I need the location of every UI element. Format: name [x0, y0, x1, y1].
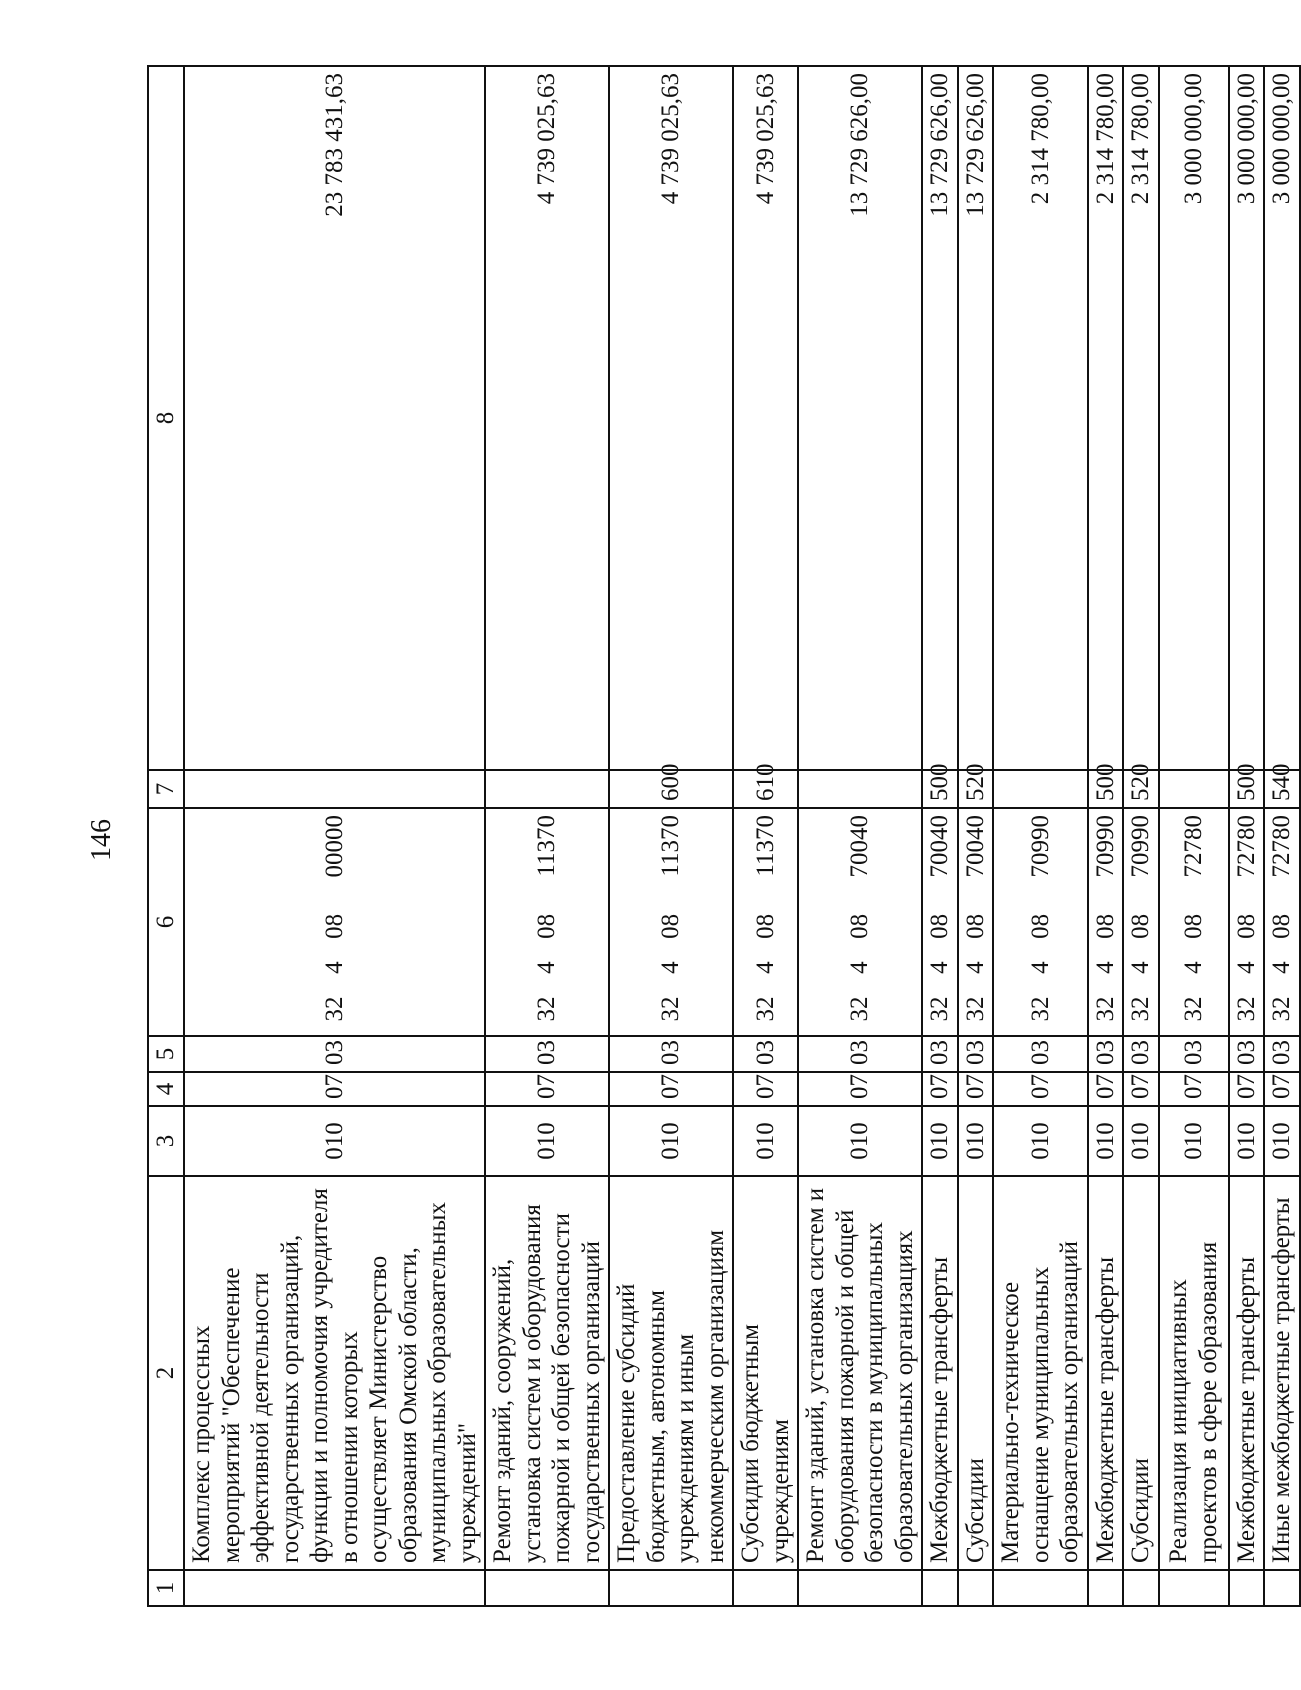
cell-section: 07: [1123, 1072, 1159, 1106]
cell-section: 07: [1088, 1072, 1124, 1106]
target-article-part: 4: [1268, 961, 1295, 974]
cell-subsection: 03: [1264, 1036, 1300, 1072]
cell-col1: [485, 1570, 609, 1606]
col-header: 3: [148, 1106, 184, 1176]
cell-name: Межбюджетные трансферты: [922, 1176, 958, 1570]
cell-target-article: [798, 808, 922, 1036]
target-article-part: 4: [320, 961, 348, 974]
cell-amount: 13 729 626,00: [798, 66, 922, 770]
cell-amount: 2 314 780,00: [993, 66, 1088, 770]
target-article-code: [320, 815, 350, 1029]
cell-expense-type: 520: [1123, 770, 1159, 808]
table-row: [609, 66, 733, 1606]
cell-col1: [922, 1570, 958, 1606]
target-article-code: [961, 815, 991, 1029]
cell-target-article: [733, 808, 798, 1036]
target-article-part: 32: [1091, 996, 1119, 1022]
cell-col1: [798, 1570, 922, 1606]
target-article-part: 70040: [961, 815, 989, 878]
cell-amount: 4 739 025,63: [485, 66, 609, 770]
target-article-code: [1232, 815, 1262, 1029]
cell-section: 07: [798, 1072, 922, 1106]
target-article-part: 32: [1179, 996, 1207, 1022]
cell-col1: [1088, 1570, 1124, 1606]
target-article-part: 4: [926, 961, 953, 974]
target-article-part: 08: [1091, 913, 1119, 939]
table-row: [733, 66, 798, 1606]
header-row: [148, 66, 184, 1606]
target-article-part: 08: [1232, 913, 1260, 939]
cell-subsection: 03: [733, 1036, 798, 1072]
cell-col1: [1123, 1570, 1159, 1606]
cell-amount: 4 739 025,63: [609, 66, 733, 770]
cell-expense-type: [184, 770, 485, 808]
col-header: 2: [148, 1176, 184, 1570]
rotated-table-block: [147, 67, 1295, 1607]
target-article-part: 32: [926, 996, 953, 1022]
cell-section: 07: [1264, 1072, 1300, 1106]
cell-expense-type: [485, 770, 609, 808]
cell-subsection: 03: [922, 1036, 958, 1072]
cell-col1: [733, 1570, 798, 1606]
target-article-part: 4: [1232, 961, 1260, 974]
cell-name: Комплекс процессных мероприятий "Обеспечение эффективной деятельности государственных организаций, функции и полномочия учредителя в отношении которых осуществляет Министерство образования Омской области, муниципальных образовательных учреждений": [184, 1176, 485, 1570]
target-article-part: 4: [1127, 961, 1154, 974]
target-article-part: 08: [1268, 913, 1295, 939]
table-row: [922, 66, 958, 1606]
target-article-part: 4: [1026, 961, 1054, 974]
table-row: [993, 66, 1088, 1606]
cell-name: Иные межбюджетные трансферты: [1264, 1176, 1300, 1570]
target-article-part: 32: [1127, 996, 1154, 1022]
target-article-part: 4: [961, 961, 989, 974]
cell-section: 07: [733, 1072, 798, 1106]
cell-target-article: [958, 808, 994, 1036]
cell-expense-type: 540: [1264, 770, 1300, 808]
cell-target-article: [1264, 808, 1300, 1036]
cell-code: 010: [798, 1106, 922, 1176]
cell-amount: 3 000 000,00: [1264, 66, 1300, 770]
table-row: [1123, 66, 1159, 1606]
target-article-part: 32: [320, 996, 348, 1022]
target-article-part: 4: [751, 961, 779, 974]
cell-expense-type: [1159, 770, 1229, 808]
cell-target-article: [609, 808, 733, 1036]
cell-target-article: [1088, 808, 1124, 1036]
col-header: 7: [148, 770, 184, 808]
target-article-part: 72780: [1179, 815, 1207, 878]
target-article-part: 11370: [657, 815, 685, 877]
cell-code: 010: [733, 1106, 798, 1176]
target-article-part: 08: [533, 913, 561, 939]
cell-target-article: [993, 808, 1088, 1036]
col-header: 6: [148, 808, 184, 1036]
target-article-part: 70040: [846, 815, 874, 878]
target-article-code: [925, 815, 955, 1029]
target-article-code: [1026, 815, 1056, 1029]
cell-col1: [1159, 1570, 1229, 1606]
cell-code: 010: [1229, 1106, 1265, 1176]
cell-col1: [1264, 1570, 1300, 1606]
cell-amount: 23 783 431,63: [184, 66, 485, 770]
cell-col1: [609, 1570, 733, 1606]
cell-target-article: [922, 808, 958, 1036]
table-row: [1159, 66, 1229, 1606]
target-article-part: 4: [846, 961, 874, 974]
cell-expense-type: 500: [1088, 770, 1124, 808]
target-article-part: 70990: [1026, 815, 1054, 878]
col-header: 4: [148, 1072, 184, 1106]
cell-subsection: 03: [1123, 1036, 1159, 1072]
cell-target-article: [1123, 808, 1159, 1036]
cell-name: Субсидии: [1123, 1176, 1159, 1570]
cell-subsection: 03: [1229, 1036, 1265, 1072]
target-article-code: [1179, 815, 1209, 1029]
table-row: [958, 66, 994, 1606]
target-article-code: [1267, 815, 1297, 1029]
cell-expense-type: 500: [1229, 770, 1265, 808]
table-row: [1088, 66, 1124, 1606]
target-article-code: [751, 815, 781, 1029]
target-article-part: 32: [1026, 996, 1054, 1022]
target-article-part: 32: [1268, 996, 1295, 1022]
table-row: [798, 66, 922, 1606]
cell-code: 010: [609, 1106, 733, 1176]
cell-name: Межбюджетные трансферты: [1088, 1176, 1124, 1570]
cell-subsection: 03: [184, 1036, 485, 1072]
cell-code: 010: [922, 1106, 958, 1176]
target-article-part: 70990: [1127, 815, 1154, 878]
cell-name: Субсидии бюджетным учреждениям: [733, 1176, 798, 1570]
col-header: 8: [148, 66, 184, 770]
cell-name: Предоставление субсидий бюджетным, автономным учреждениям и иным некоммерческим организациям: [609, 1176, 733, 1570]
target-article-part: 08: [751, 913, 779, 939]
target-article-code: [845, 815, 875, 1029]
target-article-part: 11370: [751, 815, 779, 877]
cell-subsection: 03: [1159, 1036, 1229, 1072]
cell-code: 010: [184, 1106, 485, 1176]
target-article-part: 4: [1091, 961, 1119, 974]
target-article-part: 72780: [1232, 815, 1260, 878]
target-article-part: 70990: [1091, 815, 1119, 878]
cell-code: 010: [1264, 1106, 1300, 1176]
cell-section: 07: [609, 1072, 733, 1106]
table-row: [1229, 66, 1265, 1606]
cell-code: 010: [958, 1106, 994, 1176]
cell-section: 07: [1229, 1072, 1265, 1106]
cell-amount: 3 000 000,00: [1159, 66, 1229, 770]
cell-name: Межбюджетные трансферты: [1229, 1176, 1265, 1570]
cell-col1: [1229, 1570, 1265, 1606]
cell-code: 010: [1123, 1106, 1159, 1176]
cell-expense-type: 500: [922, 770, 958, 808]
target-article-part: 08: [1127, 913, 1154, 939]
cell-amount: 13 729 626,00: [958, 66, 994, 770]
col-header: 5: [148, 1036, 184, 1072]
cell-expense-type: 520: [958, 770, 994, 808]
target-article-part: 32: [961, 996, 989, 1022]
cell-target-article: [1229, 808, 1265, 1036]
cell-amount: 2 314 780,00: [1123, 66, 1159, 770]
cell-code: 010: [1088, 1106, 1124, 1176]
target-article-part: 08: [926, 913, 953, 939]
cell-amount: 13 729 626,00: [922, 66, 958, 770]
target-article-part: 08: [320, 913, 348, 939]
target-article-part: 4: [533, 961, 561, 974]
cell-code: 010: [1159, 1106, 1229, 1176]
table-row: [485, 66, 609, 1606]
cell-subsection: 03: [958, 1036, 994, 1072]
target-article-part: 32: [1232, 996, 1260, 1022]
target-article-part: 00000: [320, 815, 348, 878]
page-number: 146: [86, 819, 117, 861]
cell-amount: 3 000 000,00: [1229, 66, 1265, 770]
target-article-part: 08: [657, 913, 685, 939]
target-article-code: [1091, 815, 1121, 1029]
target-article-part: 70040: [926, 815, 953, 878]
cell-code: 010: [485, 1106, 609, 1176]
budget-table: [147, 65, 1301, 1607]
target-article-code: [656, 815, 686, 1029]
cell-subsection: 03: [485, 1036, 609, 1072]
target-article-part: 32: [533, 996, 561, 1022]
cell-target-article: [184, 808, 485, 1036]
cell-name: Материально-техническое оснащение муниципальных образовательных организаций: [993, 1176, 1088, 1570]
cell-col1: [993, 1570, 1088, 1606]
target-article-part: 4: [657, 961, 685, 974]
cell-section: 07: [958, 1072, 994, 1106]
target-article-part: 32: [657, 996, 685, 1022]
cell-subsection: 03: [798, 1036, 922, 1072]
cell-section: 07: [993, 1072, 1088, 1106]
target-article-part: 72780: [1268, 815, 1295, 878]
cell-section: 07: [922, 1072, 958, 1106]
target-article-part: 4: [1179, 961, 1207, 974]
cell-section: 07: [485, 1072, 609, 1106]
target-article-part: 32: [846, 996, 874, 1022]
table-row: [184, 66, 485, 1606]
target-article-part: 08: [1026, 913, 1054, 939]
cell-subsection: 03: [1088, 1036, 1124, 1072]
cell-expense-type: 600: [609, 770, 733, 808]
cell-section: 07: [1159, 1072, 1229, 1106]
cell-name: Ремонт зданий, установка систем и оборудования пожарной и общей безопасности в муниципальных образовательных организациях: [798, 1176, 922, 1570]
cell-target-article: [1159, 808, 1229, 1036]
cell-section: 07: [184, 1072, 485, 1106]
cell-code: 010: [993, 1106, 1088, 1176]
cell-subsection: 03: [609, 1036, 733, 1072]
target-article-part: 08: [961, 913, 989, 939]
target-article-part: 32: [751, 996, 779, 1022]
target-article-part: 08: [1179, 913, 1207, 939]
table-row: [1264, 66, 1300, 1606]
cell-name: Ремонт зданий, сооружений, установка систем и оборудования пожарной и общей безопасности государственных организаций: [485, 1176, 609, 1570]
target-article-code: [1126, 815, 1156, 1029]
target-article-part: 08: [846, 913, 874, 939]
cell-name: Субсидии: [958, 1176, 994, 1570]
cell-col1: [958, 1570, 994, 1606]
cell-amount: 4 739 025,63: [733, 66, 798, 770]
col-header: 1: [148, 1570, 184, 1606]
cell-expense-type: [993, 770, 1088, 808]
cell-amount: 2 314 780,00: [1088, 66, 1124, 770]
cell-target-article: [485, 808, 609, 1036]
cell-col1: [184, 1570, 485, 1606]
target-article-code: [532, 815, 562, 1029]
cell-subsection: 03: [993, 1036, 1088, 1072]
cell-name: Реализация инициативных проектов в сфере образования: [1159, 1176, 1229, 1570]
cell-expense-type: [798, 770, 922, 808]
cell-expense-type: 610: [733, 770, 798, 808]
target-article-part: 11370: [533, 815, 561, 877]
